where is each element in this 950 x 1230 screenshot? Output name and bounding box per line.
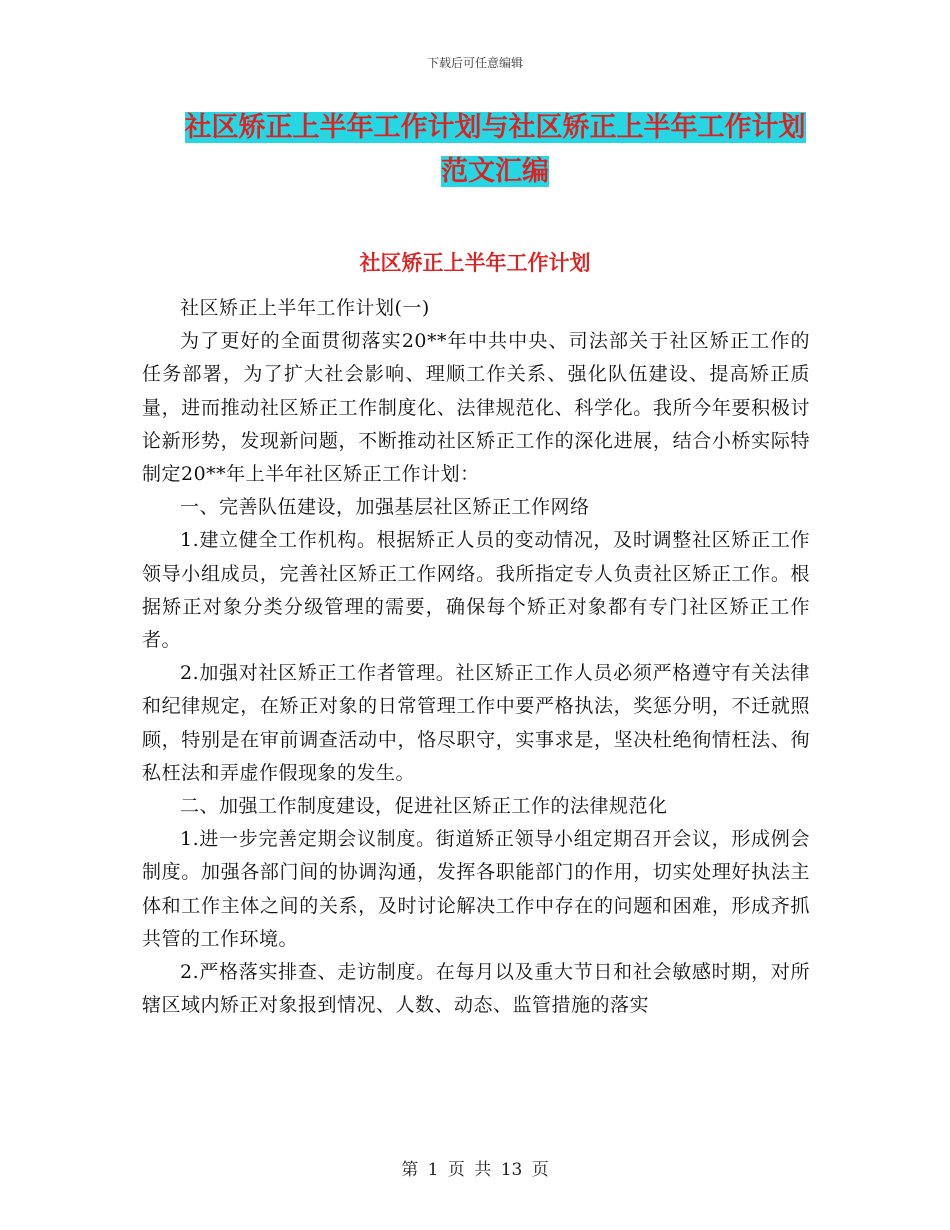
document-title-line2: 范文汇编: [441, 156, 549, 187]
paragraph: 一、完善队伍建设，加强基层社区矫正工作网络: [180, 496, 590, 519]
header-note: 下载后可任意编辑: [426, 56, 523, 70]
section-title: 社区矫正上半年工作计划: [359, 251, 591, 275]
document-title: [140, 106, 850, 194]
document-body: [142, 292, 810, 1022]
paragraph: 二、加强工作制度建设，促进社区矫正工作的法律规范化: [180, 795, 668, 818]
page-footer: 第 1 页 共 13 页: [401, 1160, 549, 1180]
paragraph: 2.加强对社区矫正工作者管理。社区矫正工作人员必须严格遵守有关法律和纪律规定，在矫正对象的日常管理工作中要严格执法，奖惩分明，不迁就照顾，特别是在审前调查活动中，恪尽职守，实事求是，坚决杜绝徇情枉法、徇私枉法和弄虚作假现象的发生。: [142, 662, 810, 784]
paragraph: 社区矫正上半年工作计划(一): [180, 297, 430, 319]
paragraph: 1.进一步完善定期会议制度。街道矫正领导小组定期召开会议，形成例会制度。加强各部门间的协调沟通，发挥各职能部门的作用，切实处理好执法主体和工作主体之间的关系，及时讨论解决工作中存在的问题和困难，形成齐抓共管的工作环境。: [142, 828, 810, 950]
paragraph: 2.严格落实排查、走访制度。在每月以及重大节日和社会敏感时期，对所辖区域内矫正对象报到情况、人数、动态、监管措施的落实: [142, 961, 810, 1017]
paragraph: 为了更好的全面贯彻落实20**年中共中央、司法部关于社区矫正工作的任务部署，为了扩大社会影响、理顺工作关系、强化队伍建设、提高矫正质量，进而推动社区矫正工作制度化、法律规范化、科学化。我所今年要积极讨论新形势，发现新问题，不断推动社区矫正工作的深化进展，结合小桥实际特制定20**年上半年社区矫正工作计划：: [142, 330, 810, 486]
document-title-line1: 社区矫正上半年工作计划与社区矫正上半年工作计划: [184, 112, 806, 143]
paragraph: 1.建立健全工作机构。根据矫正人员的变动情况，及时调整社区矫正工作领导小组成员，完善社区矫正工作网络。我所指定专人负责社区矫正工作。根据矫正对象分类分级管理的需要，确保每个矫正对象都有专门社区矫正工作者。: [142, 529, 810, 652]
